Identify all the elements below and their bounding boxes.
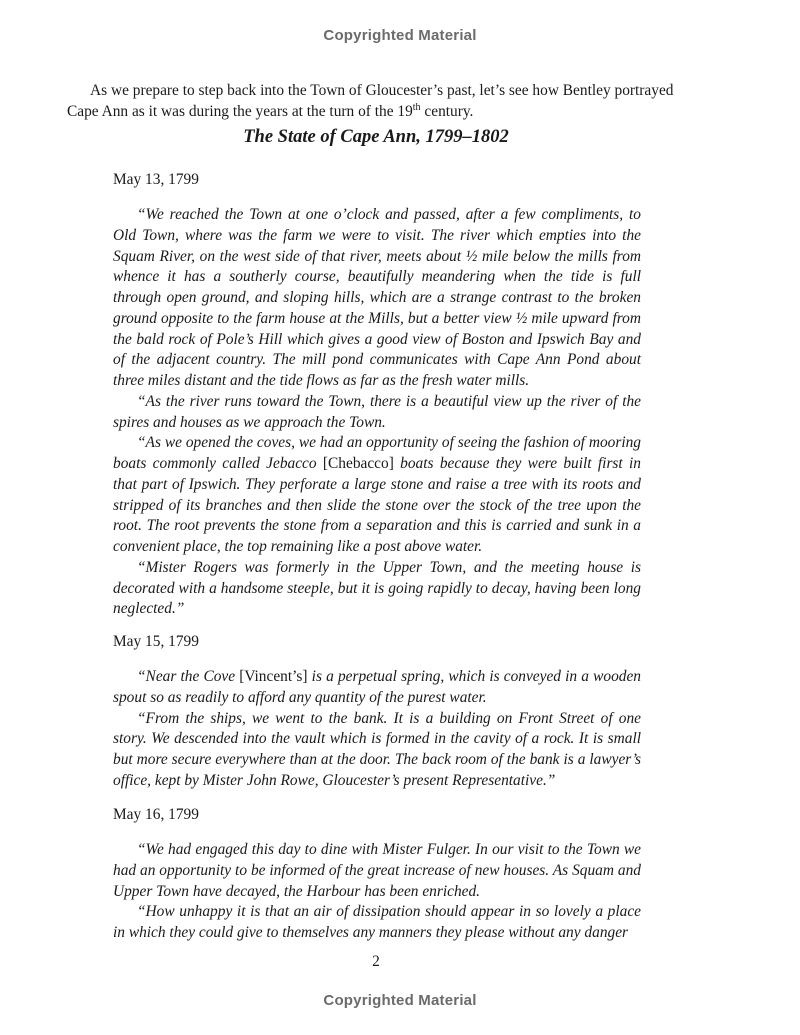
editorial-bracket: [Vincent’s] [239,668,308,685]
quote-paragraph: “Mister Rogers was formerly in the Upper Town, and the meeting house is decorated with a handsome steeple, but it is going rapidly to decay, having been long neglected.” [113,558,641,618]
entry-body [113,667,641,792]
copyright-watermark-bottom: Copyrighted Material [323,992,477,1009]
quote-paragraph: “We had engaged this day to dine with Mister Fulger. In our visit to the Town we had an opportunity to be informed of the great increase of new houses. As Squam and Upper Town have decayed, the Harbour has been enriched. [113,841,641,900]
quote-text: boats because they were built first in that part of Ipswich. They perforate a large stone and raise a tree with its roots and stripped of its branches and then slide the stone over the stock of the tree upon the root. The root prevents the stone from a separation and this is carried and sunk in a convenient place, the top remaining like a post above water. [113,455,641,555]
intro-superscript: th [412,102,421,114]
diary-entry [113,169,641,620]
quote-paragraph: “From the ships, we went to the bank. It is a building on Front Street of one story. We descended into the vault which is formed in the cavity of a rock. It is small but more secure everywhere than at the door. The back room of the bank is a lawyer’s office, kept by Mister John Rowe, Gloucester’s present Representative.” [113,709,641,789]
entry-body [113,840,641,944]
intro-text-end: century. [420,103,474,121]
intro-text: As we prepare to step back into the Town of Gloucester’s past, let’s see how Bentley portrayed Cape Ann as it was during the years at the turn of the 19 [67,82,674,121]
entry-date: May 15, 1799 [113,633,199,650]
page-number: 2 [372,953,380,970]
entry-date: May 13, 1799 [113,171,199,188]
diary-entry [113,804,641,944]
entry-body [113,205,641,620]
quote-text: is a perpetual spring, which is conveyed in a wooden spout so as readily to afford any quantity of the purest water. [113,668,641,706]
diary-entry [113,631,641,792]
quote-paragraph: “We reached the Town at one o’clock and passed, after a few compliments, to Old Town, where was the farm we were to visit. The river which empties into the Squam River, on the west side of that river, meets about ½ mile below the mills from whence it has a southerly course, beautifully meandering when the tide is full through open ground, and sloping hills, which are a strange contrast to the broken ground opposite to the farm house at the Mills, but a better view ½ mile upward from the bald rock of Pole’s Hill which gives a good view of Boston and Ipswich Bay and of the adjacent country. The mill pond communicates with Cape Ann Pond about three miles distant and the tide flows as far as the fresh water mills. [113,206,641,389]
intro-paragraph [67,80,687,122]
entry-date: May 16, 1799 [113,806,199,823]
quote-paragraph [113,667,641,709]
copyright-watermark-top: Copyrighted Material [323,27,477,44]
quote-paragraph: “As the river runs toward the Town, there is a beautiful view up the river of the spires and houses as we approach the Town. [113,392,641,431]
section-title: The State of Cape Ann, 1799–1802 [243,127,509,147]
quote-paragraph [113,433,641,558]
quote-paragraph: “How unhappy it is that an air of dissipation should appear in so lovely a place in which they could give to themselves any manners they please without any danger [113,903,641,941]
quote-text: “Near the Cove [137,668,240,685]
quote-text: “As we opened the coves, we had an opportunity of seeing the fashion of mooring boats commonly called Jebacco [113,434,641,472]
editorial-bracket: [Chebacco] [322,455,394,472]
